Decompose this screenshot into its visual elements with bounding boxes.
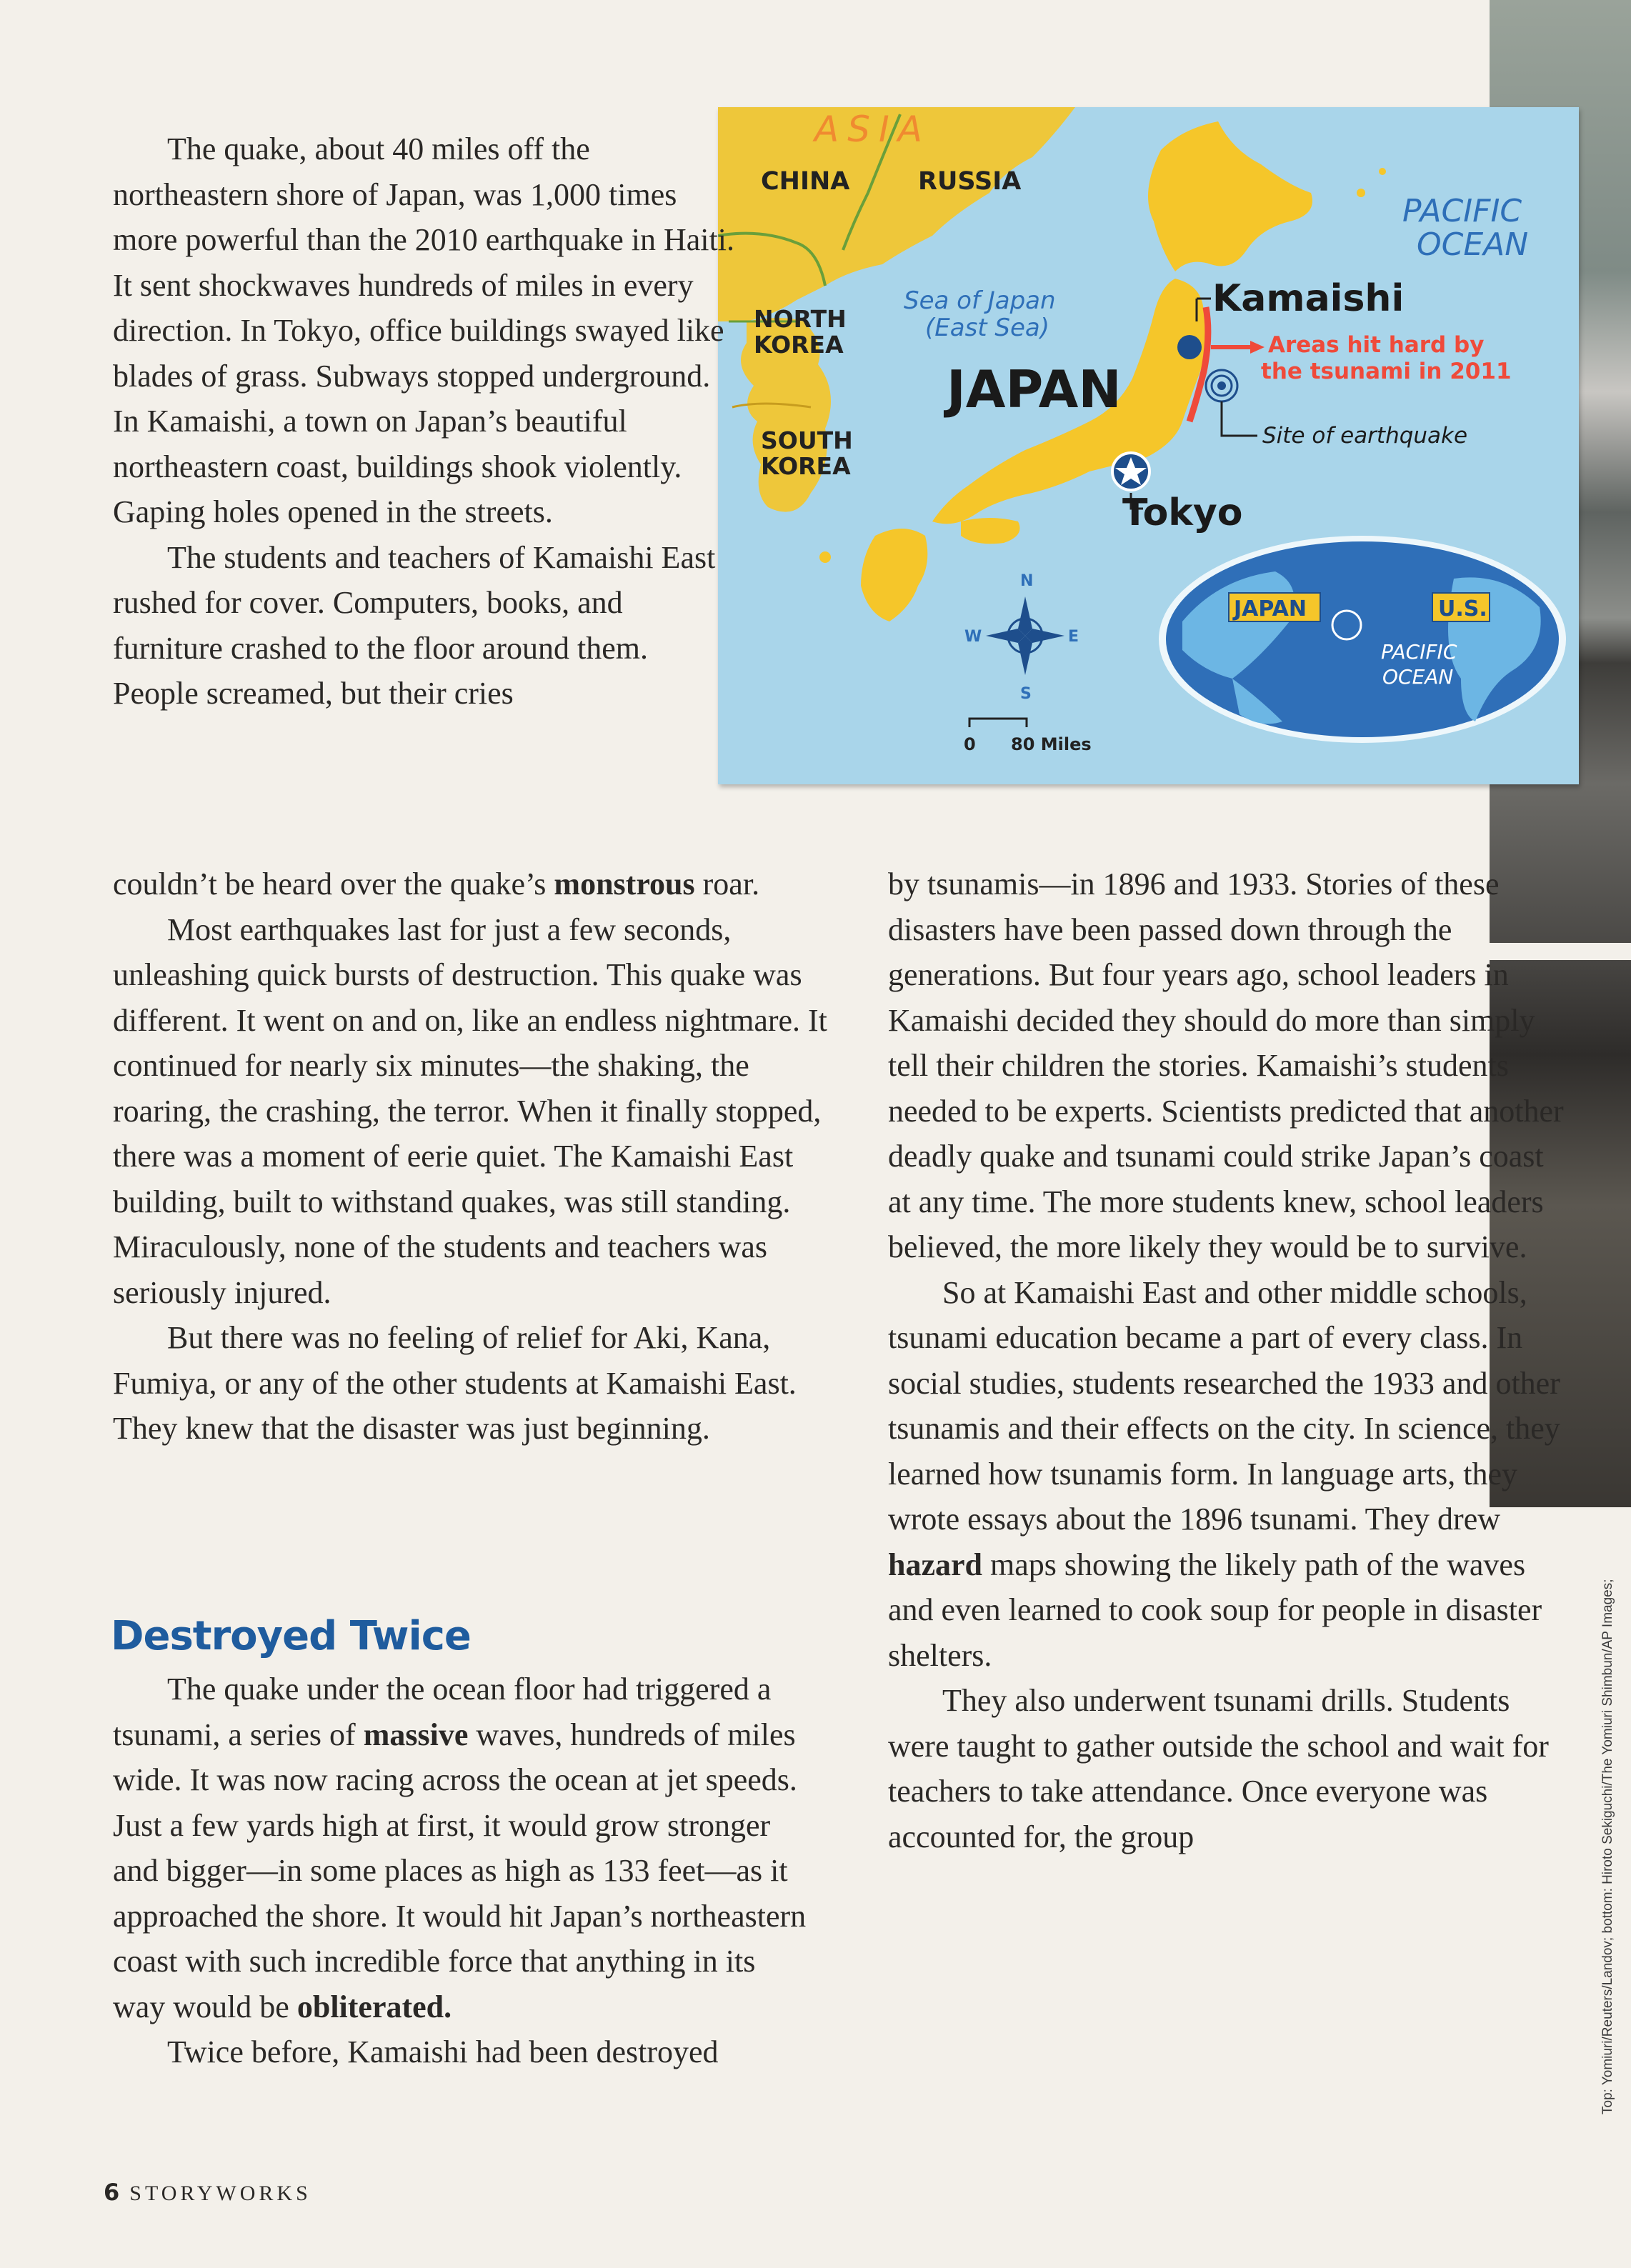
article-column-left-bottom (113, 1667, 813, 2075)
inset-label-us: U.S. (1438, 596, 1487, 621)
vocab-word: massive (363, 1717, 469, 1752)
svg-text:E: E (1068, 628, 1079, 646)
label-ocean-1: PACIFIC (1402, 193, 1522, 229)
label-china: CHINA (761, 167, 850, 196)
paragraph: couldn’t be heard over the quake’s monstrous roar. (113, 866, 760, 901)
label-sea-2: (East Sea) (925, 314, 1050, 342)
paragraph: Most earthquakes last for just a few seconds, unleashing quick bursts of destruction. This quake was different. It went on and on, like an endless nightmare. It continued for nearly six minutes—the shaking, the roaring, the crashing, the terror. When it finally stopped, there was a moment of eerie quiet. The Kamaishi East building, built to withstand quakes, was still standing. Miraculously, none of the students and teachers was seriously injured. (113, 911, 827, 1310)
inset-label-japan: JAPAN (1234, 596, 1307, 621)
label-russia: RUSSIA (918, 167, 1022, 196)
article-column-left-top (113, 126, 734, 716)
label-japan: JAPAN (947, 359, 1122, 419)
kamaishi-dot (1177, 335, 1202, 359)
page-number: 6 (104, 2179, 120, 2206)
inset-label-ocean-1: PACIFIC (1381, 640, 1457, 664)
label-ocean-2: OCEAN (1417, 226, 1529, 263)
article-column-left (113, 861, 827, 1452)
vocab-word: monstrous (554, 866, 695, 901)
article-column-right (888, 861, 1574, 1859)
inset-globe (1159, 536, 1566, 743)
svg-text:W: W (964, 628, 982, 646)
inset-label-ocean-2: OCEAN (1382, 665, 1454, 689)
magazine-name: STORYWORKS (129, 2182, 311, 2205)
section-heading: Destroyed Twice (111, 1613, 471, 1659)
svg-text:80 Miles: 80 Miles (1011, 734, 1092, 754)
paragraph: The quake, about 40 miles off the northeastern shore of Japan, was 1,000 times more powerful than the 2010 earthquake in Haiti. It sent shockwaves hundreds of miles in every direction. In Tokyo, office buildings swayed like blades of grass. Subways stopped underground. In Kamaishi, a town on Japan’s beautiful northeastern coast, buildings shook violently. Gaping holes opened in the streets. (113, 131, 734, 529)
label-hit-2: the tsunami in 2011 (1261, 359, 1512, 384)
paragraph: They also underwent tsunami drills. Students were taught to gather outside the school and wait for teachers to take attendance. Once everyone was accounted for, the group (888, 1683, 1549, 1854)
vocab-word: hazard (888, 1547, 982, 1582)
label-north-korea-1: NORTH (754, 305, 847, 333)
vocab-word: obliterated. (296, 1989, 452, 2024)
paragraph: But there was no feeling of relief for Aki, Kana, Fumiya, or any of the other students at Kamaishi East. They knew that the disaster was just beginning. (113, 1320, 797, 1446)
label-asia: ASIA (814, 109, 931, 150)
paragraph: The students and teachers of Kamaishi East rushed for cover. Computers, books, and furniture crashed to the floor around them. People screamed, but their cries (113, 539, 716, 711)
label-quake-site: Site of earthquake (1262, 423, 1468, 449)
label-sea-1: Sea of Japan (904, 286, 1056, 315)
label-north-korea-2: KOREA (754, 331, 844, 359)
svg-text:0: 0 (964, 734, 976, 754)
photo-credit: Top: Yomiuri/Reuters/Landov; bottom: Hiroto Sekiguchi/The Yomiuri Shimbun/AP Images; (1600, 1579, 1615, 2114)
label-kamaishi: Kamaishi (1212, 277, 1405, 320)
label-hit-1: Areas hit hard by (1268, 332, 1485, 358)
paragraph: The quake under the ocean floor had triggered a tsunami, a series of massive waves, hundreds of miles wide. It was now racing across the ocean at jet speeds. Just a few yards high at first, it would grow stronger and bigger—in some places as high as 133 feet—as it approached the shore. It would hit Japan’s northeastern coast with such incredible force that anything in its way would be obliterated. (113, 1672, 807, 2024)
japan-map (718, 107, 1579, 784)
paragraph: Twice before, Kamaishi had been destroyed (167, 2034, 719, 2069)
label-tokyo: Tokyo (1122, 491, 1243, 534)
paragraph: So at Kamaishi East and other middle schools, tsunami education became a part of every class. In social studies, students researched the 1933 and other tsunamis and their effects on the city. In science, they learned how tsunamis form. In language arts, they wrote essays about the 1896 tsunami. They drew hazard maps showing the likely path of the waves and even learned to cook soup for people in disaster shelters. (888, 1274, 1560, 1673)
svg-text:N: N (1020, 572, 1034, 590)
label-south-korea-2: KOREA (761, 452, 851, 480)
paragraph: by tsunamis—in 1896 and 1933. Stories of these disasters have been passed down through the generations. But four years ago, school leaders in Kamaishi decided they should do more than simply tell their children the stories. Kamaishi’s students needed to be experts. Scientists predicted that another deadly quake and tsunami could strike Japan’s coast at any time. The more students knew, school leaders believed, the more likely they would be to survive. (888, 866, 1564, 1264)
label-south-korea-1: SOUTH (761, 426, 853, 454)
page-footer (104, 2179, 311, 2206)
svg-text:S: S (1020, 685, 1032, 703)
